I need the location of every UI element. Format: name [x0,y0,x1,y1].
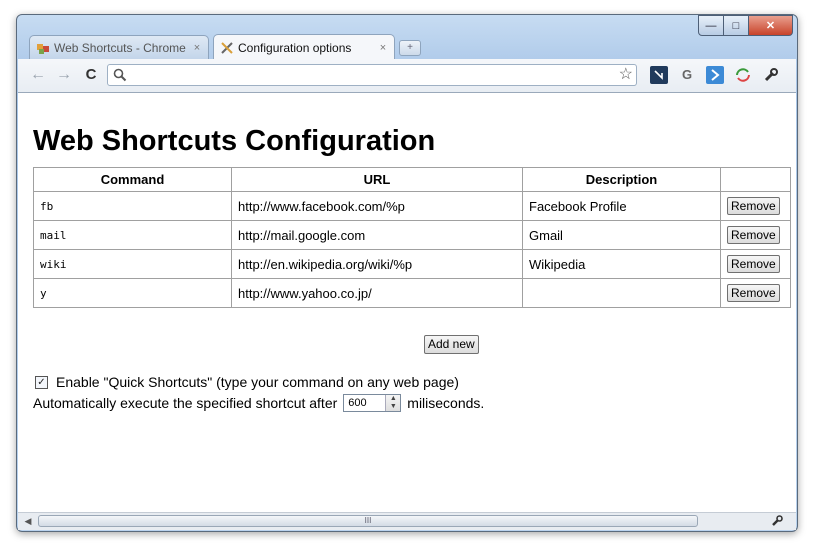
remove-button[interactable]: Remove [727,197,780,215]
scrollbar-thumb[interactable]: III [38,515,698,527]
url-cell[interactable]: http://www.facebook.com/%p [232,192,523,221]
remove-button[interactable]: Remove [727,255,780,273]
tools-icon [220,41,234,55]
search-icon [112,67,128,83]
tab-title: Configuration options [238,40,352,55]
tab-configuration-options[interactable] [213,34,395,60]
quick-shortcuts-option [35,374,459,390]
horizontal-scrollbar[interactable] [18,512,796,530]
page-content [18,93,796,512]
shortcut-icon[interactable] [650,66,668,84]
description-cell[interactable] [523,279,721,308]
address-bar[interactable] [107,64,637,86]
column-header-command: Command [34,168,232,192]
delay-prefix-label: Automatically execute the specified shortcut after [33,395,338,411]
table-row [34,192,791,221]
remove-button[interactable]: Remove [727,226,780,244]
description-cell[interactable]: Wikipedia [523,250,721,279]
command-cell[interactable]: y [34,279,232,308]
column-header-action [721,168,791,192]
minimize-button[interactable]: — [698,15,724,36]
delay-suffix-label: miliseconds. [407,395,485,411]
column-header-url: URL [232,168,523,192]
action-cell [721,221,791,250]
tab-title: Web Shortcuts - Chrome [54,40,186,55]
action-cell [721,279,791,308]
shortcuts-table [33,167,791,308]
url-cell[interactable]: http://mail.google.com [232,221,523,250]
column-header-description: Description [523,168,721,192]
delay-value: 600 [348,397,367,409]
remove-button[interactable]: Remove [727,284,780,302]
delay-stepper[interactable] [343,394,401,412]
table-row [34,250,791,279]
description-cell[interactable]: Facebook Profile [523,192,721,221]
page-wrench-icon[interactable] [770,514,784,531]
table-header-row [34,168,791,192]
tab-close-icon[interactable]: × [379,41,387,54]
table-row [34,221,791,250]
close-window-button[interactable]: ✕ [748,15,793,36]
quick-shortcuts-label: Enable "Quick Shortcuts" (type your command on any web page) [56,374,459,390]
action-cell [721,250,791,279]
puzzle-icon [36,41,50,55]
action-cell [721,192,791,221]
scroll-left-icon[interactable]: ◀ [24,516,32,526]
forward-icon[interactable] [706,66,724,84]
command-cell[interactable]: fb [34,192,232,221]
star-icon[interactable]: ☆ [618,66,633,83]
maximize-button[interactable]: □ [723,15,749,36]
sync-icon[interactable] [734,66,752,84]
add-new-button[interactable]: Add new [424,335,479,354]
forward-icon[interactable]: → [56,66,72,83]
tab-web-shortcuts[interactable] [29,35,209,59]
tab-close-icon[interactable]: × [193,41,201,54]
url-cell[interactable]: http://www.yahoo.co.jp/ [232,279,523,308]
url-cell[interactable]: http://en.wikipedia.org/wiki/%p [232,250,523,279]
toolbar [18,59,796,93]
quick-shortcuts-checkbox[interactable]: ✓ [35,376,48,389]
spin-arrows-icon[interactable]: ▲ ▼ [385,395,400,411]
browser-window [16,14,798,532]
reload-icon[interactable]: C [85,66,97,83]
wrench-icon[interactable] [762,66,780,84]
google-icon[interactable]: G [681,67,693,82]
new-tab-button[interactable]: + [399,40,421,56]
command-cell[interactable]: mail [34,221,232,250]
command-cell[interactable]: wiki [34,250,232,279]
page-title: Web Shortcuts Configuration [33,125,436,157]
back-icon[interactable]: ← [30,66,46,83]
description-cell[interactable]: Gmail [523,221,721,250]
table-row [34,279,791,308]
delay-option [33,394,484,412]
